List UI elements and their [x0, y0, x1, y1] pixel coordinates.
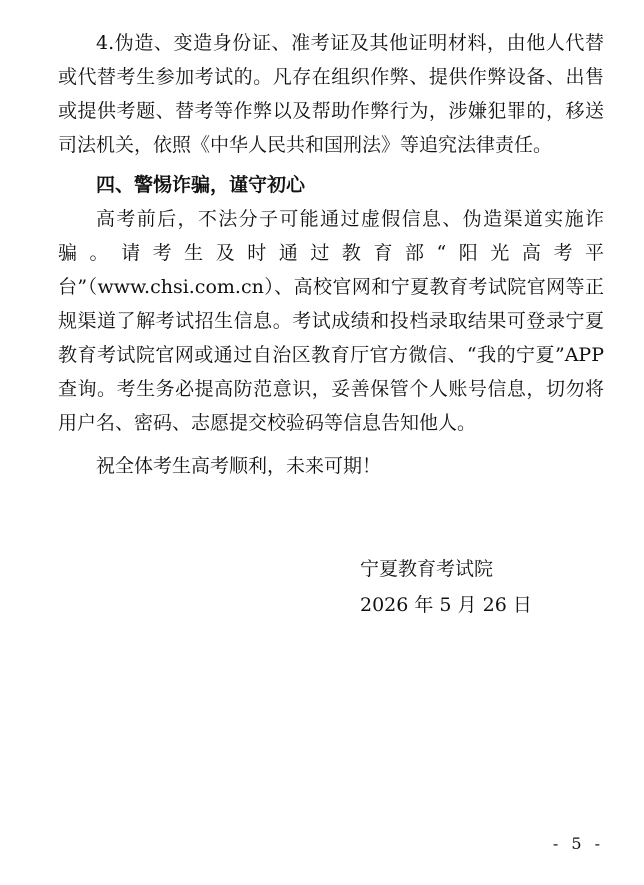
signature-organization: 宁夏教育考试院 — [360, 558, 494, 580]
paragraph-cheating-penalty: 4.伪造、变造身份证、准考证及其他证明材料，由他人代替或代替考生参加考试的。凡存在组织作弊、提供作弊设备、出售或提供考题、替考等作弊以及帮助作弊行为，涉嫌犯罪的，移送司法机关，依照《中华人民共和国刑法》等追究法律责任。 — [58, 32, 604, 156]
section-heading: 四、警惕诈骗，谨守初心 — [96, 174, 306, 196]
signature-date: 2026 年 5 月 26 日 — [360, 594, 532, 616]
paragraph-closing-wishes: 祝全体考生高考顺利，未来可期！ — [96, 455, 382, 477]
page-number: - 5 - — [552, 834, 604, 853]
paragraph-fraud-warning: 高考前后，不法分子可能通过虚假信息、伪造渠道实施诈骗。请考生及时通过教育部“阳光高考平台”（www.chsi.com.cn）、高校官网和宁夏教育考试院官网等正规渠道了解考试招生信息。考试成绩和投档录取结果可登录宁夏教育考试院官网或通过自治区教育厅官方微信、“我的宁夏”APP查询。考生务必提高防范意识，妥善保管个人账号信息，切勿将用户名、密码、志愿提交校验码等信息告知他人。 — [58, 208, 604, 434]
